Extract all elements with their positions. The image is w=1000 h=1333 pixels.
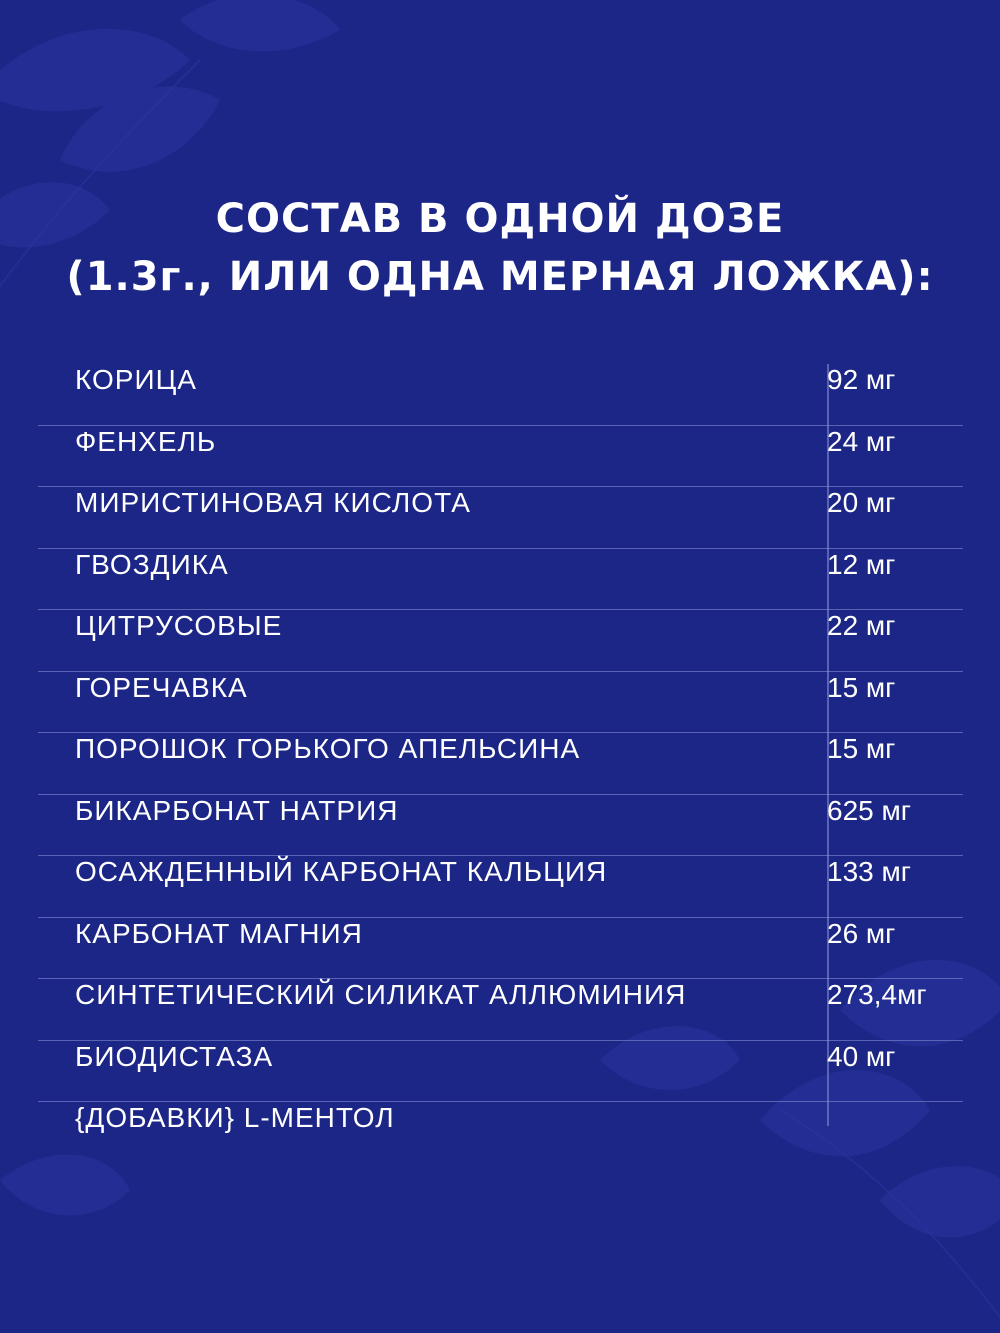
table-row [38,856,963,918]
ingredient-name: ПОРОШОК ГОРЬКОГО АПЕЛЬСИНА [75,733,581,764]
table-row [38,918,963,980]
ingredient-name: КАРБОНАТ МАГНИЯ [75,917,363,949]
ingredient-name: ГОРЕЧАВКА [75,671,248,703]
table-row [38,1041,963,1103]
page-title [0,190,1000,306]
table-row [38,979,963,1041]
ingredient-amount: 20 мг [827,487,896,518]
ingredient-name: БИОДИСТАЗА [75,1040,274,1072]
ingredient-amount: 15 мг [827,733,896,764]
ingredient-name: ЦИТРУСОВЫЕ [75,610,283,641]
ingredient-name: {ДОБАВКИ} L-МЕНТОЛ [75,1102,395,1133]
ingredient-name: КОРИЦА [75,364,197,395]
ingredient-amount: 26 мг [827,917,896,949]
ingredient-amount: 273,4мг [827,979,927,1010]
table-row [38,426,963,488]
title-line-1: СОСТАВ В ОДНОЙ ДОЗЕ [215,196,785,242]
table-row [38,1102,963,1164]
ingredient-amount: 12 мг [827,548,896,580]
table-row [38,733,963,795]
ingredient-amount: 133 мг [827,856,911,887]
table-row [38,549,963,611]
ingredient-amount: 625 мг [827,794,911,826]
ingredient-amount: 92 мг [827,364,896,395]
table-row [38,364,963,426]
title-line-2: (1.3г., ИЛИ ОДНА МЕРНАЯ ЛОЖКА): [66,254,934,300]
table-row [38,672,963,734]
table-row [38,487,963,549]
ingredient-name: ФЕНХЕЛЬ [75,425,217,457]
ingredient-amount: 40 мг [827,1040,896,1072]
ingredient-amount: 22 мг [827,610,896,641]
ingredient-amount: 15 мг [827,671,896,703]
ingredient-name: МИРИСТИНОВАЯ КИСЛОТА [75,487,471,518]
ingredient-name: ГВОЗДИКА [75,548,229,580]
table-row [38,795,963,857]
ingredient-amount: 24 мг [827,425,896,457]
table-row [38,610,963,672]
ingredient-name: СИНТЕТИЧЕСКИЙ СИЛИКАТ АЛЛЮМИНИЯ [75,979,687,1010]
ingredients-table [38,364,963,1164]
ingredient-name: ОСАЖДЕННЫЙ КАРБОНАТ КАЛЬЦИЯ [75,856,608,887]
ingredient-name: БИКАРБОНАТ НАТРИЯ [75,794,399,826]
